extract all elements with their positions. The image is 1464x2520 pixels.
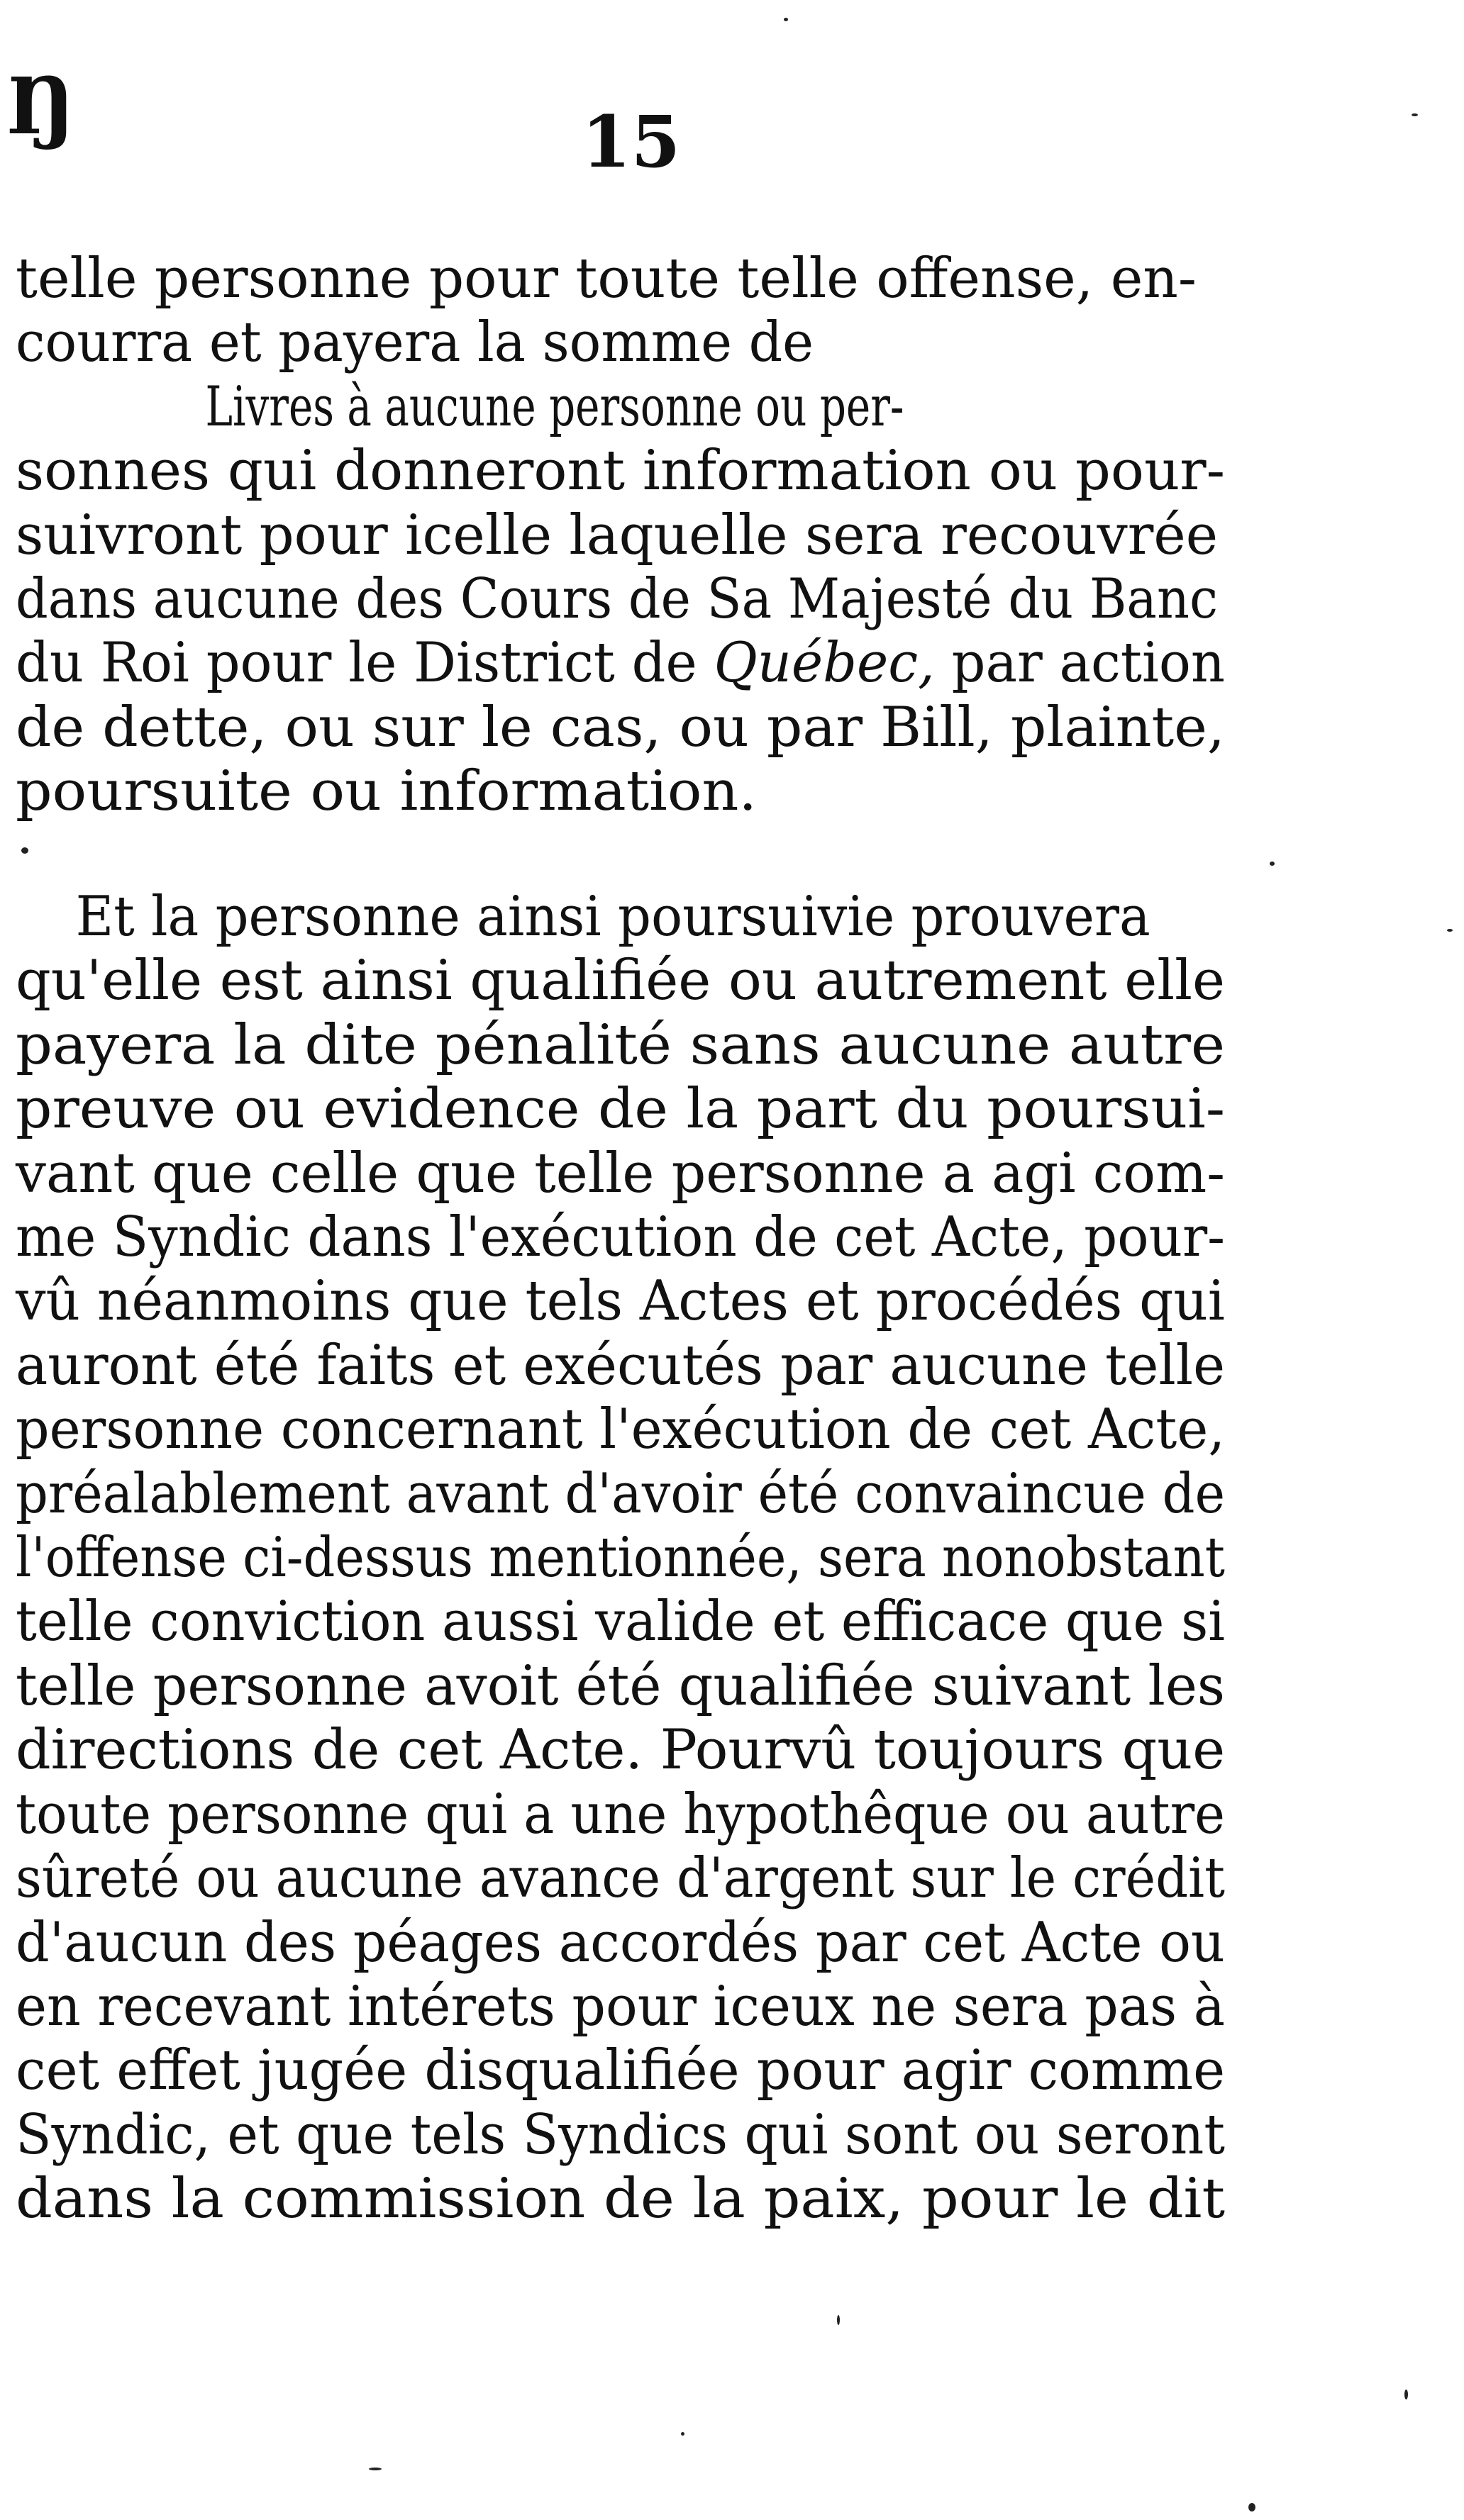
text-line: préalablement avant d'avoir été convaincue de [16,1461,1226,1526]
text-line: personne concernant l'exécution de cet Acte, [16,1398,1225,1462]
scan-speck [369,2468,382,2470]
paragraph-1 [16,247,1226,824]
text-line [16,631,1226,696]
text-line: payera la dite pénalité sans aucune autre [16,1013,1226,1077]
text-line: dans aucune des Cours de Sa Majesté du Banc [16,567,1218,632]
text-line: sûreté ou aucune avance d'argent sur le crédit [16,1846,1225,1911]
text-line: me Syndic dans l'exécution de cet Acte, pour- [16,1205,1226,1270]
text-line: dans la commission de la paix, pour le dit [16,2167,1226,2231]
text-line: auront été faits et exécutés par aucune telle [16,1333,1226,1398]
text-line: qu'elle est ainsi qualifiée ou autrement elle [16,949,1226,1013]
scan-speck [681,2432,684,2436]
text-line: de dette, ou sur le cas, ou par Bill, plainte, [16,695,1225,759]
place-name-quebec: Québec, [714,631,935,696]
text-line: directions de cet Acte. Pourvû toujours que [16,1718,1226,1783]
text-line: d'aucun des péages accordés par cet Acte ou [16,1910,1225,1975]
text-line: Et la personne ainsi poursuivie prouvera [75,885,1150,949]
text-line: suivront pour icelle laquelle sera recouvrée [16,503,1219,567]
scan-speck [837,2315,840,2325]
corner-mark: Ŋ [7,60,75,152]
scan-speck [21,847,28,854]
text-line: Syndic, et que tels Syndics qui sont ou seront [16,2102,1225,2167]
text-line: toute personne qui a une hypothêque ou autre [16,1782,1225,1846]
scan-speck [1270,862,1275,866]
line-part: du Roi pour le District de [16,631,714,696]
scan-speck [1404,2390,1408,2399]
scan-speck [1248,2503,1255,2511]
scan-speck [1447,929,1453,932]
text-line: Livres à aucune personne ou per- [205,374,904,439]
text-line: telle personne avoit été qualifiée suivant les [16,1654,1225,1718]
text-line: preuve ou evidence de la part du poursui- [16,1077,1225,1142]
text-line: telle personne pour toute telle offense, en- [16,247,1197,311]
text-line: courra et payera la somme de [16,311,814,375]
text-line: vû néanmoins que tels Actes et procédés qui [16,1269,1225,1334]
text-line: telle conviction aussi valide et efficace que si [16,1590,1226,1654]
text-line: sonnes qui donneront information ou pour- [16,439,1226,503]
text-line: en recevant intérets pour iceux ne sera pas à [16,1974,1226,2039]
scan-speck [1412,113,1418,116]
text-line: vant que celle que telle personne a agi com- [16,1141,1225,1205]
page-number: 15 [582,100,681,184]
text-line: poursuite ou information. [16,759,758,824]
scan-speck [784,18,788,21]
line-part: par action [934,631,1226,696]
paragraph-2 [16,885,1226,2231]
text-line: cet effet jugée disqualifiée pour agir comme [16,2039,1226,2103]
text-line: l'offense ci-dessus mentionnée, sera nonobstant [16,1526,1225,1590]
